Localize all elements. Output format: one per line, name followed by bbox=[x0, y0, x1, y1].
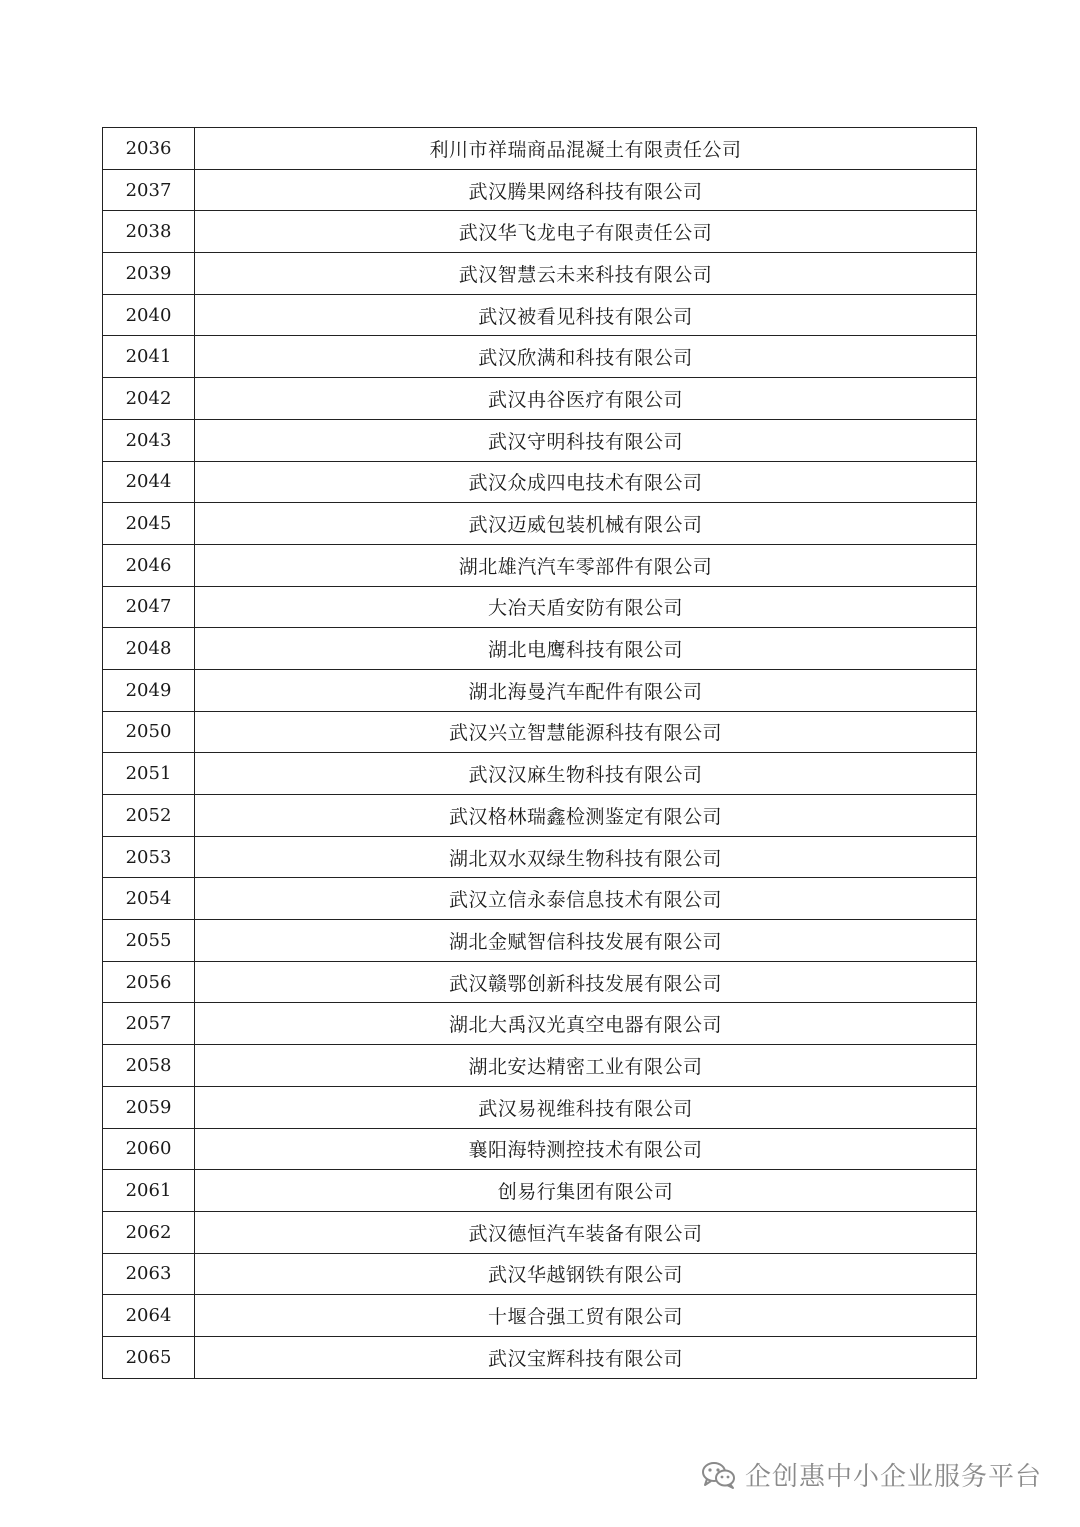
company-name: 武汉德恒汽车装备有限公司 bbox=[195, 1211, 977, 1253]
company-name: 利川市祥瑞商品混凝土有限责任公司 bbox=[195, 128, 977, 170]
company-name: 武汉格林瑞鑫检测鉴定有限公司 bbox=[195, 795, 977, 837]
row-number: 2047 bbox=[103, 586, 195, 628]
table-row bbox=[103, 1211, 977, 1253]
row-number: 2061 bbox=[103, 1170, 195, 1212]
company-name: 湖北雄汽汽车零部件有限公司 bbox=[195, 544, 977, 586]
table-row bbox=[103, 378, 977, 420]
row-number: 2038 bbox=[103, 211, 195, 253]
table-row bbox=[103, 586, 977, 628]
row-number: 2063 bbox=[103, 1253, 195, 1295]
table-row bbox=[103, 294, 977, 336]
row-number: 2052 bbox=[103, 795, 195, 837]
company-name: 武汉宝辉科技有限公司 bbox=[195, 1336, 977, 1378]
row-number: 2062 bbox=[103, 1211, 195, 1253]
table-row bbox=[103, 961, 977, 1003]
company-name: 武汉赣鄂创新科技发展有限公司 bbox=[195, 961, 977, 1003]
company-name: 湖北金赋智信科技发展有限公司 bbox=[195, 920, 977, 962]
row-number: 2039 bbox=[103, 253, 195, 295]
table-row bbox=[103, 1086, 977, 1128]
table-row bbox=[103, 1295, 977, 1337]
table-row bbox=[103, 836, 977, 878]
company-name: 武汉冉谷医疗有限公司 bbox=[195, 378, 977, 420]
row-number: 2057 bbox=[103, 1003, 195, 1045]
table-row bbox=[103, 628, 977, 670]
wechat-icon bbox=[701, 1460, 737, 1490]
row-number: 2065 bbox=[103, 1336, 195, 1378]
row-number: 2058 bbox=[103, 1045, 195, 1087]
watermark-text: 企创惠中小企业服务平台 bbox=[744, 1462, 1042, 1492]
company-name: 武汉被看见科技有限公司 bbox=[195, 294, 977, 336]
table-row bbox=[103, 169, 977, 211]
company-name: 武汉守明科技有限公司 bbox=[195, 419, 977, 461]
row-number: 2059 bbox=[103, 1086, 195, 1128]
table-row bbox=[103, 419, 977, 461]
table-row bbox=[103, 461, 977, 503]
row-number: 2051 bbox=[103, 753, 195, 795]
row-number: 2054 bbox=[103, 878, 195, 920]
table-row bbox=[103, 669, 977, 711]
table-row bbox=[103, 711, 977, 753]
row-number: 2060 bbox=[103, 1128, 195, 1170]
table-row bbox=[103, 211, 977, 253]
company-name: 大冶天盾安防有限公司 bbox=[195, 586, 977, 628]
row-number: 2055 bbox=[103, 920, 195, 962]
company-table-body bbox=[103, 128, 977, 1379]
company-name: 武汉智慧云未来科技有限公司 bbox=[195, 253, 977, 295]
company-name: 武汉汉麻生物科技有限公司 bbox=[195, 753, 977, 795]
company-name: 湖北安达精密工业有限公司 bbox=[195, 1045, 977, 1087]
company-name: 武汉腾果网络科技有限公司 bbox=[195, 169, 977, 211]
table-row bbox=[103, 336, 977, 378]
row-number: 2049 bbox=[103, 669, 195, 711]
company-name: 武汉欣满和科技有限公司 bbox=[195, 336, 977, 378]
row-number: 2064 bbox=[103, 1295, 195, 1337]
row-number: 2036 bbox=[103, 128, 195, 170]
company-name: 湖北双水双绿生物科技有限公司 bbox=[195, 836, 977, 878]
row-number: 2045 bbox=[103, 503, 195, 545]
company-name: 武汉众成四电技术有限公司 bbox=[195, 461, 977, 503]
row-number: 2044 bbox=[103, 461, 195, 503]
company-name: 创易行集团有限公司 bbox=[195, 1170, 977, 1212]
table-row bbox=[103, 753, 977, 795]
company-name: 湖北大禹汉光真空电器有限公司 bbox=[195, 1003, 977, 1045]
table-row bbox=[103, 1003, 977, 1045]
row-number: 2048 bbox=[103, 628, 195, 670]
table-row bbox=[103, 878, 977, 920]
row-number: 2056 bbox=[103, 961, 195, 1003]
company-name: 十堰合强工贸有限公司 bbox=[195, 1295, 977, 1337]
table-row bbox=[103, 128, 977, 170]
table-row bbox=[103, 253, 977, 295]
company-name: 湖北电鹰科技有限公司 bbox=[195, 628, 977, 670]
company-name: 武汉兴立智慧能源科技有限公司 bbox=[195, 711, 977, 753]
table-row bbox=[103, 1253, 977, 1295]
table-row bbox=[103, 920, 977, 962]
company-table bbox=[102, 127, 977, 1379]
table-row bbox=[103, 1336, 977, 1378]
company-name: 武汉华飞龙电子有限责任公司 bbox=[195, 211, 977, 253]
company-name: 武汉立信永泰信息技术有限公司 bbox=[195, 878, 977, 920]
company-name: 湖北海曼汽车配件有限公司 bbox=[195, 669, 977, 711]
watermark bbox=[701, 1456, 1042, 1493]
table-row bbox=[103, 503, 977, 545]
row-number: 2050 bbox=[103, 711, 195, 753]
company-name: 武汉华越钢铁有限公司 bbox=[195, 1253, 977, 1295]
row-number: 2037 bbox=[103, 169, 195, 211]
row-number: 2040 bbox=[103, 294, 195, 336]
row-number: 2042 bbox=[103, 378, 195, 420]
table-row bbox=[103, 544, 977, 586]
table-row bbox=[103, 1170, 977, 1212]
company-name: 武汉迈威包装机械有限公司 bbox=[195, 503, 977, 545]
row-number: 2046 bbox=[103, 544, 195, 586]
table-row bbox=[103, 1045, 977, 1087]
company-name: 武汉易视维科技有限公司 bbox=[195, 1086, 977, 1128]
row-number: 2053 bbox=[103, 836, 195, 878]
row-number: 2043 bbox=[103, 419, 195, 461]
row-number: 2041 bbox=[103, 336, 195, 378]
table-row bbox=[103, 795, 977, 837]
table-row bbox=[103, 1128, 977, 1170]
company-name: 襄阳海特测控技术有限公司 bbox=[195, 1128, 977, 1170]
